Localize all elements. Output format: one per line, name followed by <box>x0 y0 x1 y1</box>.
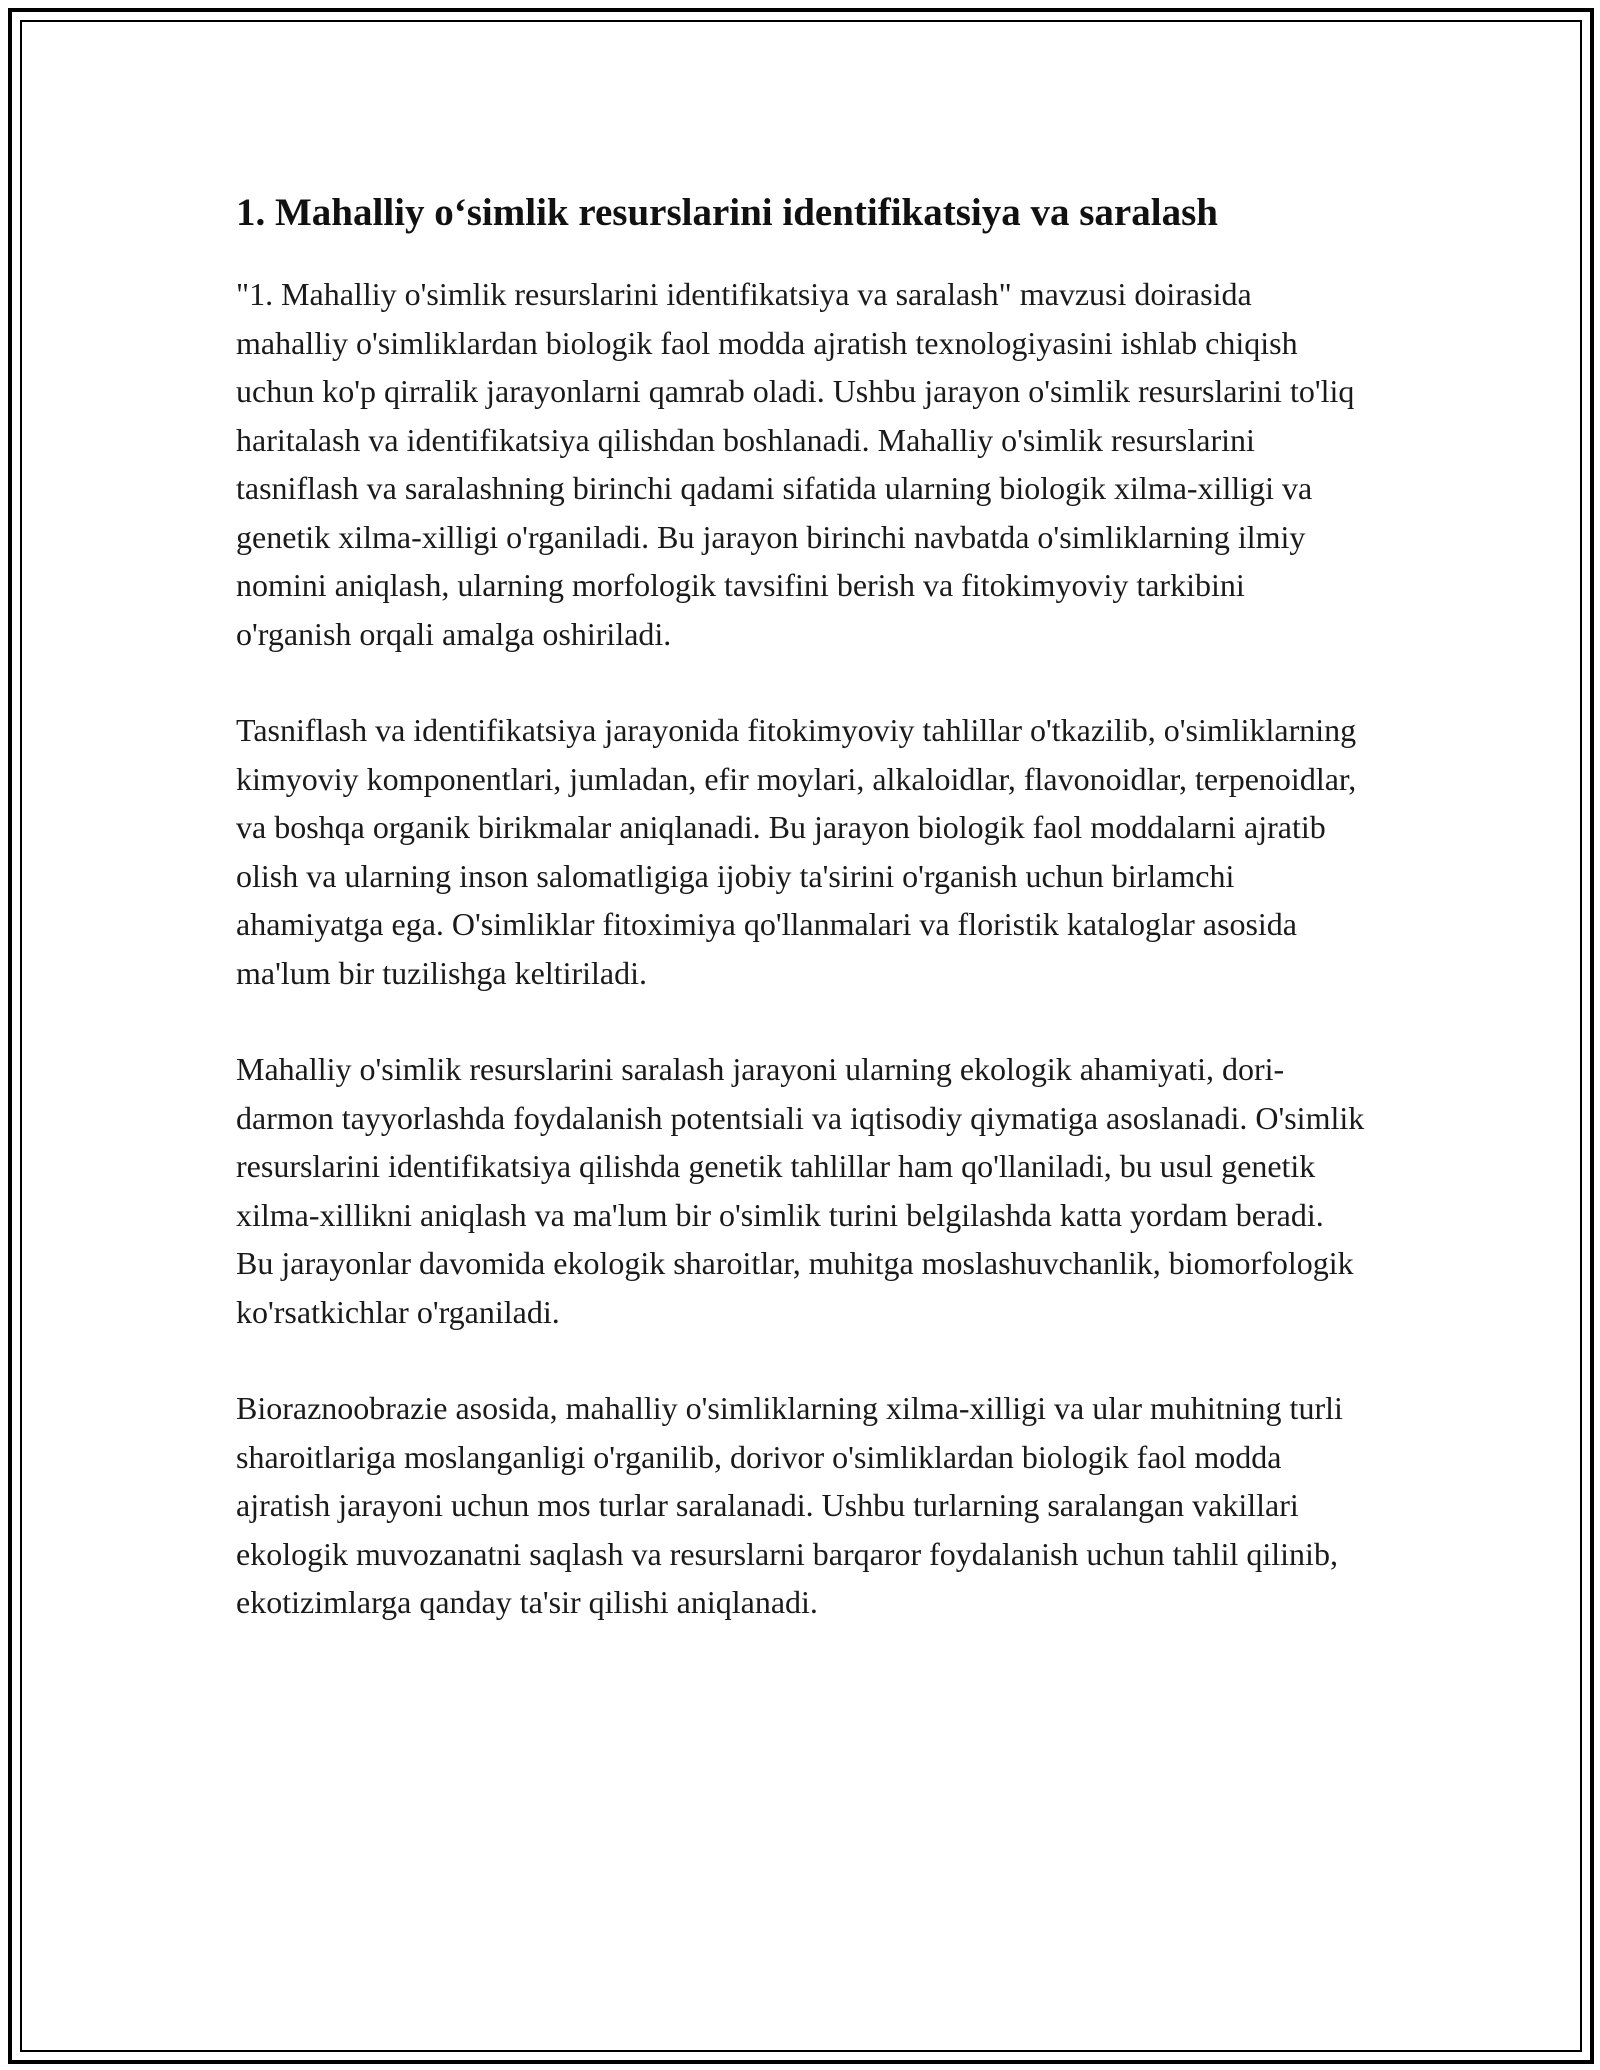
paragraph-3: Mahalliy o'simlik resurslarini saralash jarayoni ularning ekologik ahamiyati, dori-darmon tayyorlashda foydalanish potentsiali va iqtisodiy qiymatiga asoslanadi. O'simlik resurslarini identifikatsiya qilishda genetik tahlillar ham qo'llaniladi, bu usul genetik xilma-xillikni aniqlash va ma'lum bir o'simlik turini belgilashda katta yordam beradi. Bu jarayonlar davomida ekologik sharoitlar, muhitga moslashuvchanlik, biomorfologik ko'rsatkichlar o'rganiladi. <box>236 1051 1365 1330</box>
paragraph-1: "1. Mahalliy o'simlik resurslarini identifikatsiya va saralash" mavzusi doirasida mahalliy o'simliklardan biologik faol modda ajratish texnologiyasini ishlab chiqish uchun ko'p qirralik jarayonlarni qamrab oladi. Ushbu jarayon o'simlik resurslarini to'liq haritalash va identifikatsiya qilishdan boshlanadi. Mahalliy o'simlik resurslarini tasniflash va saralashning birinchi qadami sifatida ularning biologik xilma-xilligi va genetik xilma-xilligi o'rganiladi. Bu jarayon birinchi navbatda o'simliklarning ilmiy nomini aniqlash, ularning morfologik tavsifini berish va fitokimyoviy tarkibini o'rganish orqali amalga oshiriladi. <box>236 276 1355 652</box>
section-heading: 1. Mahalliy o‘simlik resurslarini identifikatsiya va saralash <box>236 191 1218 234</box>
document-body <box>236 188 1366 1675</box>
paragraph-2: Tasniflash va identifikatsiya jarayonida fitokimyoviy tahlillar o'tkazilib, o'simliklarning kimyoviy komponentlari, jumladan, efir moylari, alkaloidlar, flavonoidlar, terpenoidlar, va boshqa organik birikmalar aniqlanadi. Bu jarayon biologik faol moddalarni ajratib olish va ularning inson salomatligiga ijobiy ta'sirini o'rganish uchun birlamchi ahamiyatga ega. O'simliklar fitoximiya qo'llanmalari va floristik kataloglar asosida ma'lum bir tuzilishga keltiriladi. <box>236 712 1357 991</box>
paragraph-4: Bioraznoobrazie asosida, mahalliy o'simliklarning xilma-xilligi va ular muhitning turli sharoitlariga moslanganligi o'rganilib, dorivor o'simliklardan biologik faol modda ajratish jarayoni uchun mos turlar saralanadi. Ushbu turlarning saralangan vakillari ekologik muvozanatni saqlash va resurslarni barqaror foydalanish uchun tahlil qilinib, ekotizimlarga qanday ta'sir qilishi aniqlanadi. <box>236 1390 1343 1620</box>
